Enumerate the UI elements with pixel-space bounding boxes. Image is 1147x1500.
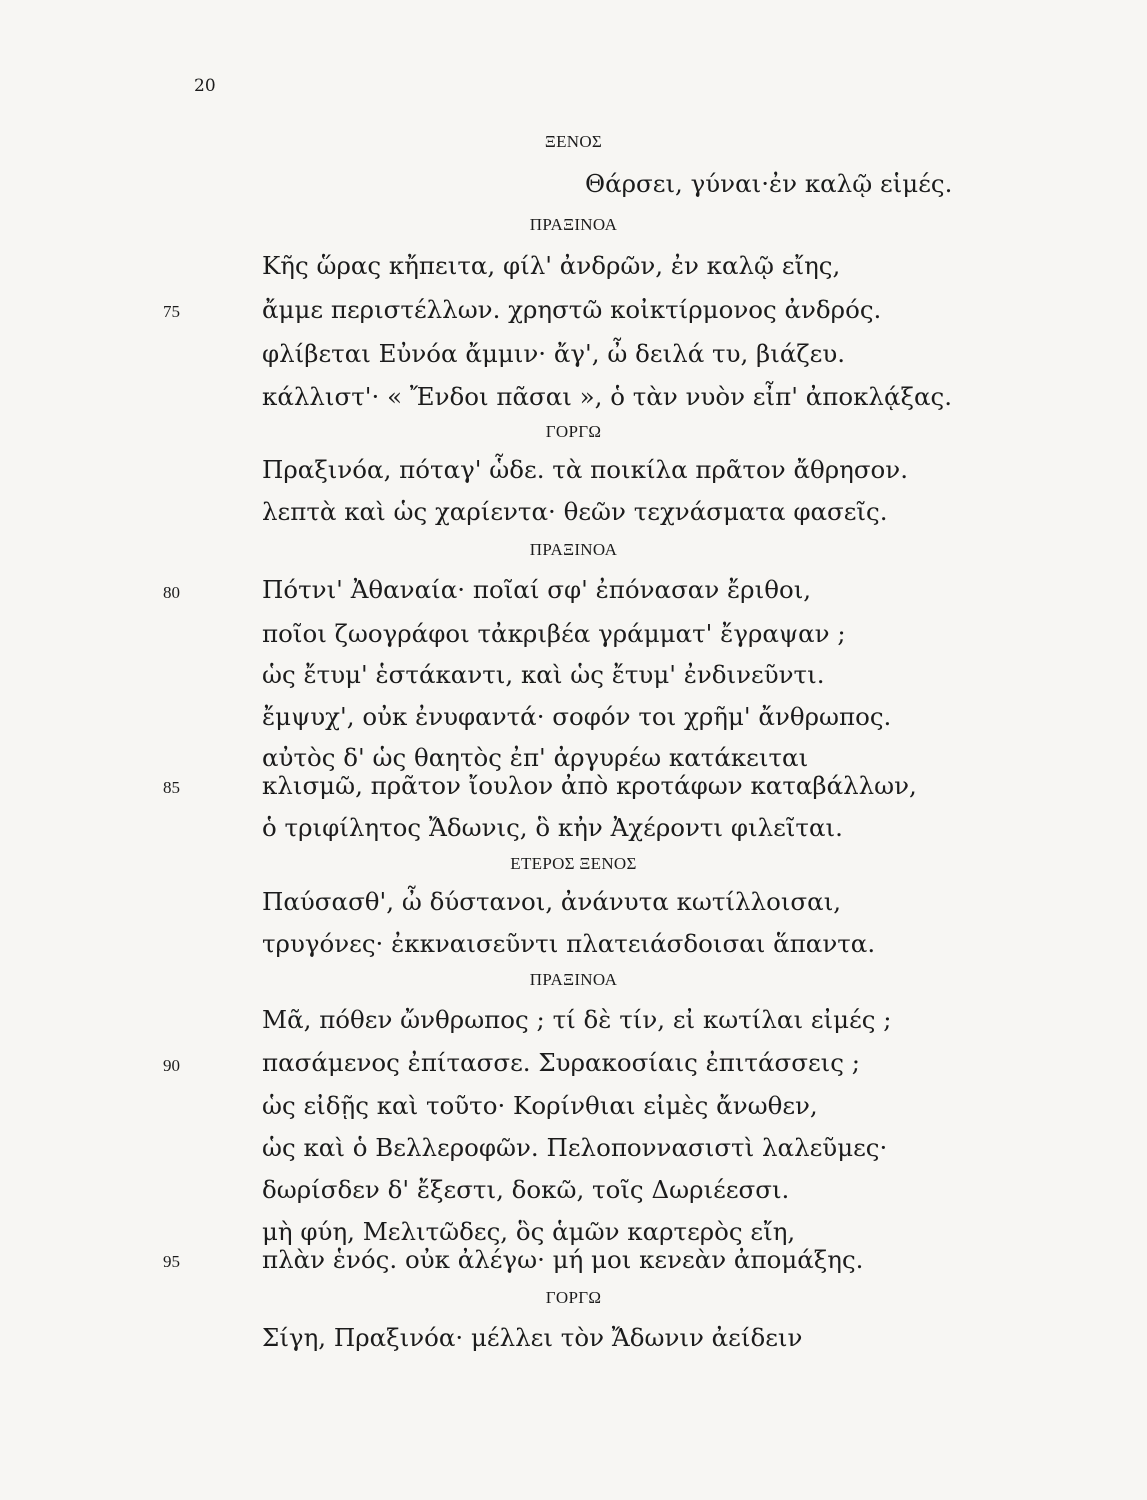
verse-line: δωρίσδεν δ' ἔξεστι, δοκῶ, τοῖς Δωριέεσσι. bbox=[262, 1175, 790, 1204]
verse-line: αὐτὸς δ' ὡς θαητὸς ἐπ' ἀργυρέω κατάκειται bbox=[262, 743, 809, 772]
line-number: 75 bbox=[163, 302, 180, 321]
verse-line: Πότνι' Ἀθαναία· ποῖαί σφ' ἐπόνασαν ἔριθοι, bbox=[262, 575, 812, 604]
speaker-heading: ΠΡΑΞΙΝΟΑ bbox=[529, 540, 618, 559]
verse-line: Παύσασθ', ὦ δύστανοι, ἀνάνυτα κωτίλλοισαι, bbox=[262, 887, 842, 916]
verse-line: λεπτὰ καὶ ὡς χαρίεντα· θεῶν τεχνάσματα φασεῖς. bbox=[262, 497, 888, 526]
verse-line: ἔμψυχ', οὐκ ἐνυφαντά· σοφόν τοι χρῆμ' ἄνθρωπος. bbox=[262, 702, 892, 731]
speaker-heading: ΠΡΑΞΙΝΟΑ bbox=[529, 970, 618, 989]
verse-line: πασάμενος ἐπίτασσε. Συρακοσίαις ἐπιτάσσεις ; bbox=[262, 1048, 861, 1077]
verse-line: Μᾶ, πόθεν ὤνθρωπος ; τί δὲ τίν, εἰ κωτίλαι εἰμές ; bbox=[262, 1005, 892, 1034]
speaker-heading: ΠΡΑΞΙΝΟΑ bbox=[529, 215, 618, 234]
verse-line: μὴ φύη, Μελιτῶδες, ὃς ἁμῶν καρτερὸς εἴη, bbox=[262, 1217, 796, 1246]
line-number: 85 bbox=[163, 778, 180, 797]
speaker-heading: ΕΤΕΡΟΣ ΞΕΝΟΣ bbox=[510, 854, 637, 873]
speaker-heading: ΓΟΡΓΩ bbox=[545, 422, 602, 441]
line-number: 80 bbox=[163, 583, 180, 602]
line-number: 90 bbox=[163, 1056, 180, 1075]
verse-line: Πραξινόα, πόταγ' ὧδε. τὰ ποικίλα πρᾶτον ἄθρησον. bbox=[262, 455, 908, 484]
verse-line: κάλλιστ'· « Ἔνδοι πᾶσαι », ὁ τὰν νυὸν εἶπ' ἀποκλᾴξας. bbox=[262, 382, 953, 411]
speaker-heading: ΓΟΡΓΩ bbox=[545, 1288, 602, 1307]
verse-line: ὡς καὶ ὁ Βελλεροφῶν. Πελοποννασιστὶ λαλεῦμες· bbox=[262, 1133, 888, 1162]
speaker-heading: ΞΕΝΟΣ bbox=[544, 132, 603, 151]
verse-line: ἄμμε περιστέλλων. χρηστῶ κοἰκτίρμονος ἀνδρός. bbox=[262, 295, 882, 324]
verse-line: Σίγη, Πραξινόα· μέλλει τὸν Ἄδωνιν ἀείδειν bbox=[262, 1323, 803, 1352]
verse-line: ὡς εἰδῇς καὶ τοῦτο· Κορίνθιαι εἰμὲς ἄνωθεν, bbox=[262, 1091, 818, 1120]
line-number: 95 bbox=[163, 1252, 180, 1271]
verse-line: τρυγόνες· ἐκκναισεῦντι πλατειάσδοισαι ἅπαντα. bbox=[262, 929, 876, 958]
verse-line: πλὰν ἑνός. οὐκ ἀλέγω· μή μοι κενεὰν ἀπομάξης. bbox=[262, 1245, 864, 1274]
verse-line: ὁ τριφίλητος Ἄδωνις, ὃ κἠν Ἀχέροντι φιλεῖται. bbox=[262, 813, 843, 842]
verse-line: ποῖοι ζωογράφοι τἀκριβέα γράμματ' ἔγραψαν ; bbox=[262, 619, 846, 648]
verse-line: Κῆς ὥρας κἤπειτα, φίλ' ἀνδρῶν, ἐν καλῷ εἴης, bbox=[262, 251, 841, 280]
page-number: 20 bbox=[194, 76, 216, 96]
verse-line: ὡς ἔτυμ' ἑστάκαντι, καὶ ὡς ἔτυμ' ἐνδινεῦντι. bbox=[262, 660, 825, 689]
verse-line: Θάρσει, γύναι·ἐν καλῷ εἱμές. bbox=[585, 169, 953, 198]
verse-line: κλισμῶ, πρᾶτον ἴουλον ἀπὸ κροτάφων καταβάλλων, bbox=[262, 771, 917, 800]
verse-line: φλίβεται Εὐνόα ἄμμιν· ἄγ', ὦ δειλά τυ, βιάζευ. bbox=[262, 339, 846, 368]
